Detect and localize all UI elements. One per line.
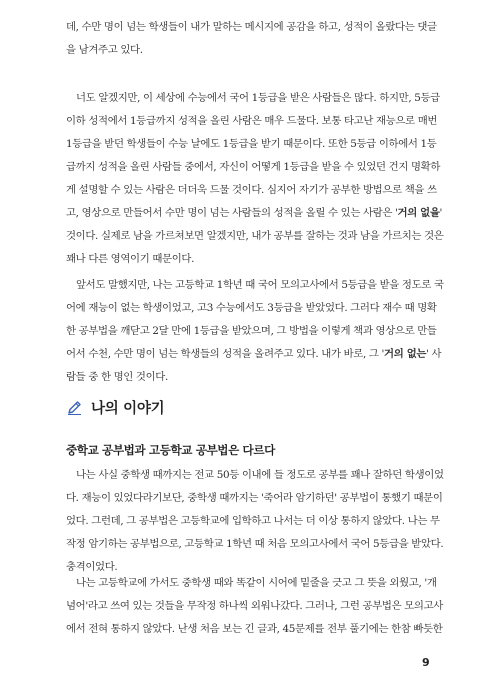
paragraph (66, 87, 444, 271)
paragraph (66, 464, 444, 579)
text-segment: 어서 수천, 수만 명이 넘는 학생들의 성적을 올려주고 있다. 내가 바로, 그 ' (66, 348, 385, 360)
text-line: 게 설명할 수 있는 사람은 더더욱 드물 것이다. 심지어 자기가 공부한 방법으로 책을 쓰 (66, 184, 437, 196)
pencil-icon (66, 399, 83, 416)
text-line: 나는 사실 중학생 때까지는 전교 50등 이내에 들 정도로 공부를 꽤나 잘하던 학생이었 (76, 469, 444, 481)
text-line: 이하 성적에서 1등급까지 성적을 올린 사람은 매우 드물다. 보통 타고난 재능으로 매번 (66, 115, 438, 127)
paragraph (66, 274, 444, 389)
text-line: 너도 알겠지만, 이 세상에 수능에서 국어 1등급을 받은 사람들은 많다. 하지만, 5등급 (76, 92, 440, 104)
text-line (66, 202, 443, 225)
text-line: 작정 암기하는 공부법으로, 고등학교 1학년 때 처음 모의고사에서 국어 5등급을 받았다. (66, 538, 444, 550)
text-line: 급까지 성적을 올린 사람들 중에서, 자신이 어떻게 1등급을 받을 수 있었던 건지 명확하 (66, 161, 441, 173)
text-line: 1등급을 받던 학생들이 수능 날에도 1등급을 받기 때문이다. 또한 5등급 이하에서 1등 (66, 138, 437, 150)
text-segment: ' (439, 207, 443, 219)
text-line: 꽤나 다른 영역이기 때문이다. (66, 253, 195, 265)
text-line: 람들 중 한 명인 것이다. (66, 371, 168, 383)
text-line: 나는 고등학교에 가서도 중학생 때와 똑같이 시어에 밑줄을 긋고 그 뜻을 외웠고, '개 (76, 577, 437, 589)
text-line: 어에 재능이 없는 학생이었고, 고3 수능에서도 3등급을 받았었다. 그러다 재수 때 명확 (66, 302, 437, 314)
paragraph (66, 572, 443, 641)
text-line: 충격이었다. (66, 561, 118, 573)
page-number: 9 (422, 656, 430, 669)
text-line: 것이다. 실제로 남을 가르쳐보면 알겠지만, 내가 공부를 잘하는 것과 남을 가르치는 것은 (66, 230, 444, 242)
text-line: 었다. 그런데, 그 공부법은 고등학교에 입학하고 나서는 더 이상 통하지 않았다. 나는 무 (66, 515, 440, 527)
text-line: 앞서도 말했지만, 나는 고등학교 1학년 때 국어 모의고사에서 5등급을 받을 정도로 국 (76, 279, 444, 291)
emphasis-text: 거의 없을 (397, 207, 440, 219)
text-segment: ' 사 (426, 348, 442, 360)
paragraph (66, 16, 438, 62)
text-line: 에서 전혀 통하지 않았다. 난생 처음 보는 긴 글과, 45문제를 전부 풀기에는 한참 빠듯한 (66, 623, 443, 635)
text-line: 데, 수만 명이 넘는 학생들이 내가 말하는 메시지에 공감을 하고, 성적이 올랐다는 댓글 (66, 21, 437, 33)
text-segment: 고, 영상으로 만들어서 수만 명이 넘는 사람들의 성적을 올릴 수 있는 사람은 ' (66, 207, 398, 219)
emphasis-text: 거의 없는 (384, 348, 427, 360)
text-line: 념어'라고 쓰여 있는 것들을 무작정 하나씩 외워나갔다. 그러나, 그런 공부법은 모의고사 (66, 600, 443, 612)
text-line: 한 공부법을 깨닫고 2달 만에 1등급을 받았으며, 그 방법을 이렇게 책과 영상으로 만들 (66, 325, 437, 337)
section-heading (66, 397, 164, 418)
text-line: 다. 재능이 있었다라기보단, 중학생 때까지는 '죽어라 암기하던' 공부법이 통했기 때문이 (66, 492, 443, 504)
section-subtitle: 중학교 공부법과 고등학교 공부법은 다르다 (66, 443, 275, 457)
text-line (66, 343, 442, 366)
text-line: 을 남겨주고 있다. (66, 44, 143, 56)
section-title: 나의 이야기 (91, 401, 165, 417)
